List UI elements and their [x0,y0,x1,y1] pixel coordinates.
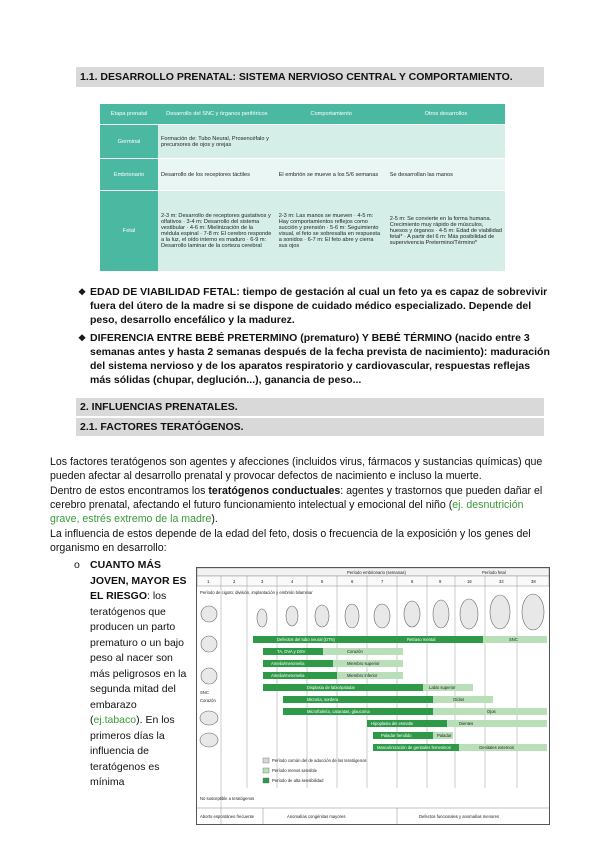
bar-label: Retraso mental [407,637,436,642]
organ-label: Corazón [200,698,216,703]
sub-bullet-text: : los teratógenos que producen un parto prematuro o un bajo peso al nacer son más peligrosos en la segunda mitad del embarazo ( [90,590,187,726]
section2-title: 2. INFLUENCIAS PRENATALES. [80,401,238,413]
bar-label: Oídos [453,697,465,702]
legend-label: Período menos sensible [272,768,317,773]
bar-label: Amelia/meromelia [271,673,305,678]
table-cell-stage: Fetal [100,191,158,271]
week-label: 1 [207,579,210,584]
section-title-band [76,67,544,87]
bar-label: Ojos [487,709,496,714]
table-cell: El embrión se mueve a los 5/6 semanas [276,159,387,191]
table-cell: 2-3 m: Desarrollo de receptores gustativos y olfativos · 3-4 m: Desarrollo del sistema vestibular · 4-6 m: Mielinización de la médula espinal · 7-8 m: El cerebro responde a la luz, el oído interno es maduro · 6-9 m: Desarrollo laminar de la corteza cerebral [158,191,276,271]
table-header: Etapa prenatal [100,104,158,125]
bar-label: Displasia de labio/paladar [307,685,355,690]
bar-label: Defectos del tubo neural (DTN) [277,637,335,642]
example-text: ej.tabaco [93,714,137,726]
paragraph-text: La influencia de estos depende de la edad del feto, dosis o frecuencia de la exposición y los genes del organismo en desarrollo: [50,528,531,554]
bottom-right-label: Defectos funcionales y anomalías menores [419,814,500,819]
section21-title: 2.1. FACTORES TERATÓGENOS. [80,421,244,433]
bar-label: Paladar [437,733,452,738]
week-label: 9 [439,579,442,584]
bar-label: Masculinización de genitales femeninos [377,745,451,750]
bottom-mid-label: Anomalías congénitas mayores [287,814,346,819]
organ-label: SNC [200,690,209,695]
period-fetal-label: Período fetal [482,570,506,575]
table-cell-stage: Embrionario [100,159,158,191]
bullet-preterm [78,331,550,387]
table-row [100,159,505,191]
circle-bullet-icon: o [74,559,80,571]
diamond-bullet-icon: ❖ [78,333,87,343]
section-title: 1.1. DESARROLLO PRENATAL: SISTEMA NERVIOSO CENTRAL Y COMPORTAMIENTO. [80,71,513,83]
prenatal-development-table [100,104,505,271]
week-label: 5 [321,579,324,584]
table-cell [276,125,387,159]
legend-label: Período de alta sensibilidad [272,778,324,783]
bar-label: Miembro inferior [347,673,378,678]
section21-band [76,418,544,436]
week-label: 8 [411,579,414,584]
paragraph-text: Dentro de estos encontramos los [50,485,209,497]
table-row [100,125,505,159]
bottom-left-label: Aborto espontáneo frecuente [200,814,255,819]
week-label: 3 [261,579,264,584]
sensitivity-bars [253,636,547,751]
week-label: 38 [531,579,536,584]
table-cell-stage: Germinal [100,125,158,159]
bar-label: Paladar hendido [381,733,412,738]
legend-label: Período común del de aducción de los teratógenos [272,758,367,763]
example-text: ej. desnutrición grave, estrés extremo de la madre [50,499,524,525]
table-cell [387,125,505,159]
table-header: Comportamiento [276,104,387,125]
paragraph-behavioral [50,484,550,526]
table-cell: Desarrollo de los receptores táctiles [158,159,276,191]
table-cell: 2-5 m: Se convierte en la forma humana. Crecimiento muy rápido de músculos, huesos y órganos · 4-5 m: Edad de viabilidad fetal* · A partir del 6 m: Más posibilidad de supervivencia Pretermino/Término* [387,191,505,271]
week-label: 4 [291,579,294,584]
bar-label: Corazón [347,649,363,654]
zygote-period-label: Período de cigoto: división, implantación y embrión bilaminar [200,590,313,595]
teratogen-critical-periods-diagram [196,567,550,825]
week-label: 6 [351,579,354,584]
week-label: 2 [233,579,236,584]
table-row [100,191,505,271]
paragraph-bold: teratógenos conductuales [208,485,341,497]
paragraph-text: Los factores teratógenos son agentes y afecciones (incluidos virus, fármacos y sustancias químicas) que pueden afectar al desarrollo prenatal y provocar defectos de nacimiento e incluso la muerte. [50,456,543,482]
bar-label: Genitales externos [479,745,514,750]
no-suscept-label: No susceptible a teratógenos [200,796,255,801]
diagram-svg [197,568,549,824]
table-cell: 2-3 m: Las manos se mueven · 4-5 m: Hay comportamientos reflejos como succión y prensión · 5-6 m: Seguimiento visual, el feto se sobresalta en respuesta a sonidos · 6-7 m: El feto abre y cierra sus ojos [276,191,387,271]
period-embryo-label: Período embrionario (semanas) [347,570,406,575]
table-cell: Formación de: Tubo Neural, Prosencéfalo y precursores de ojos y orejas [158,125,276,159]
paragraph-influence [50,527,550,555]
week-label: 7 [381,579,384,584]
bar-label: Dientes [459,721,474,726]
bar-label: SNC [509,637,518,642]
bar-label: Microtia, sordera [307,697,339,702]
sub-bullet-text: ). En los primeros días la influencia de teratógenos es mínima [90,714,175,788]
week-label: 16 [467,579,472,584]
bar-label: Hipoplasia del esmalte [371,721,414,726]
sub-bullet-age-risk [74,558,192,791]
bar-label: Microftalmía, cataratas, glaucoma [307,709,370,714]
bullet-viability [78,285,550,327]
paragraph-text: : agentes y trastornos que pueden dañar el cerebro prenatal, afectando el futuro funcionamiento intelectual y emocional del niño ( [50,485,543,511]
section2-band [76,398,544,416]
bar-label: Miembro superior [347,661,380,666]
table-header: Otros desarrollos [387,104,505,125]
bullet-text: DIFERENCIA ENTRE BEBÉ PRETERMINO (prematuro) Y BEBÉ TÉRMINO (nacido entre 3 semanas antes y hasta 2 semanas después de la fecha prevista de nacimiento): maduración del sistema nervioso y de los aparatos respiratorio y cardiovascular, respuestas reflejas más sólidas (chupar, deglución...), ganancia de peso... [90,332,550,386]
table-header: Desarrollo del SNC y órganos periféricos [158,104,276,125]
diamond-bullet-icon: ❖ [78,287,87,297]
paragraph-definition [50,455,550,483]
sub-bullet-bold: CUANTO MÁS JOVEN, MAYOR ES EL RIESGO [90,559,187,602]
table-cell: Se desarrollan las manos [387,159,505,191]
bar-label: Amelia/meromelia [271,661,305,666]
week-label: 32 [499,579,504,584]
paragraph-text: ). [211,513,218,525]
bar-label: Labio superior [429,685,456,690]
bullet-text: EDAD DE VIABILIDAD FETAL: tiempo de gestación al cual un feto ya es capaz de sobrevivir fuera del útero de la madre si se dispone de cuidado médico especializado. Depende del peso, desarrollo encefálico y la madurez. [90,286,548,326]
legend [263,758,367,783]
bar-label: TA, DVA y DSV [277,649,306,654]
